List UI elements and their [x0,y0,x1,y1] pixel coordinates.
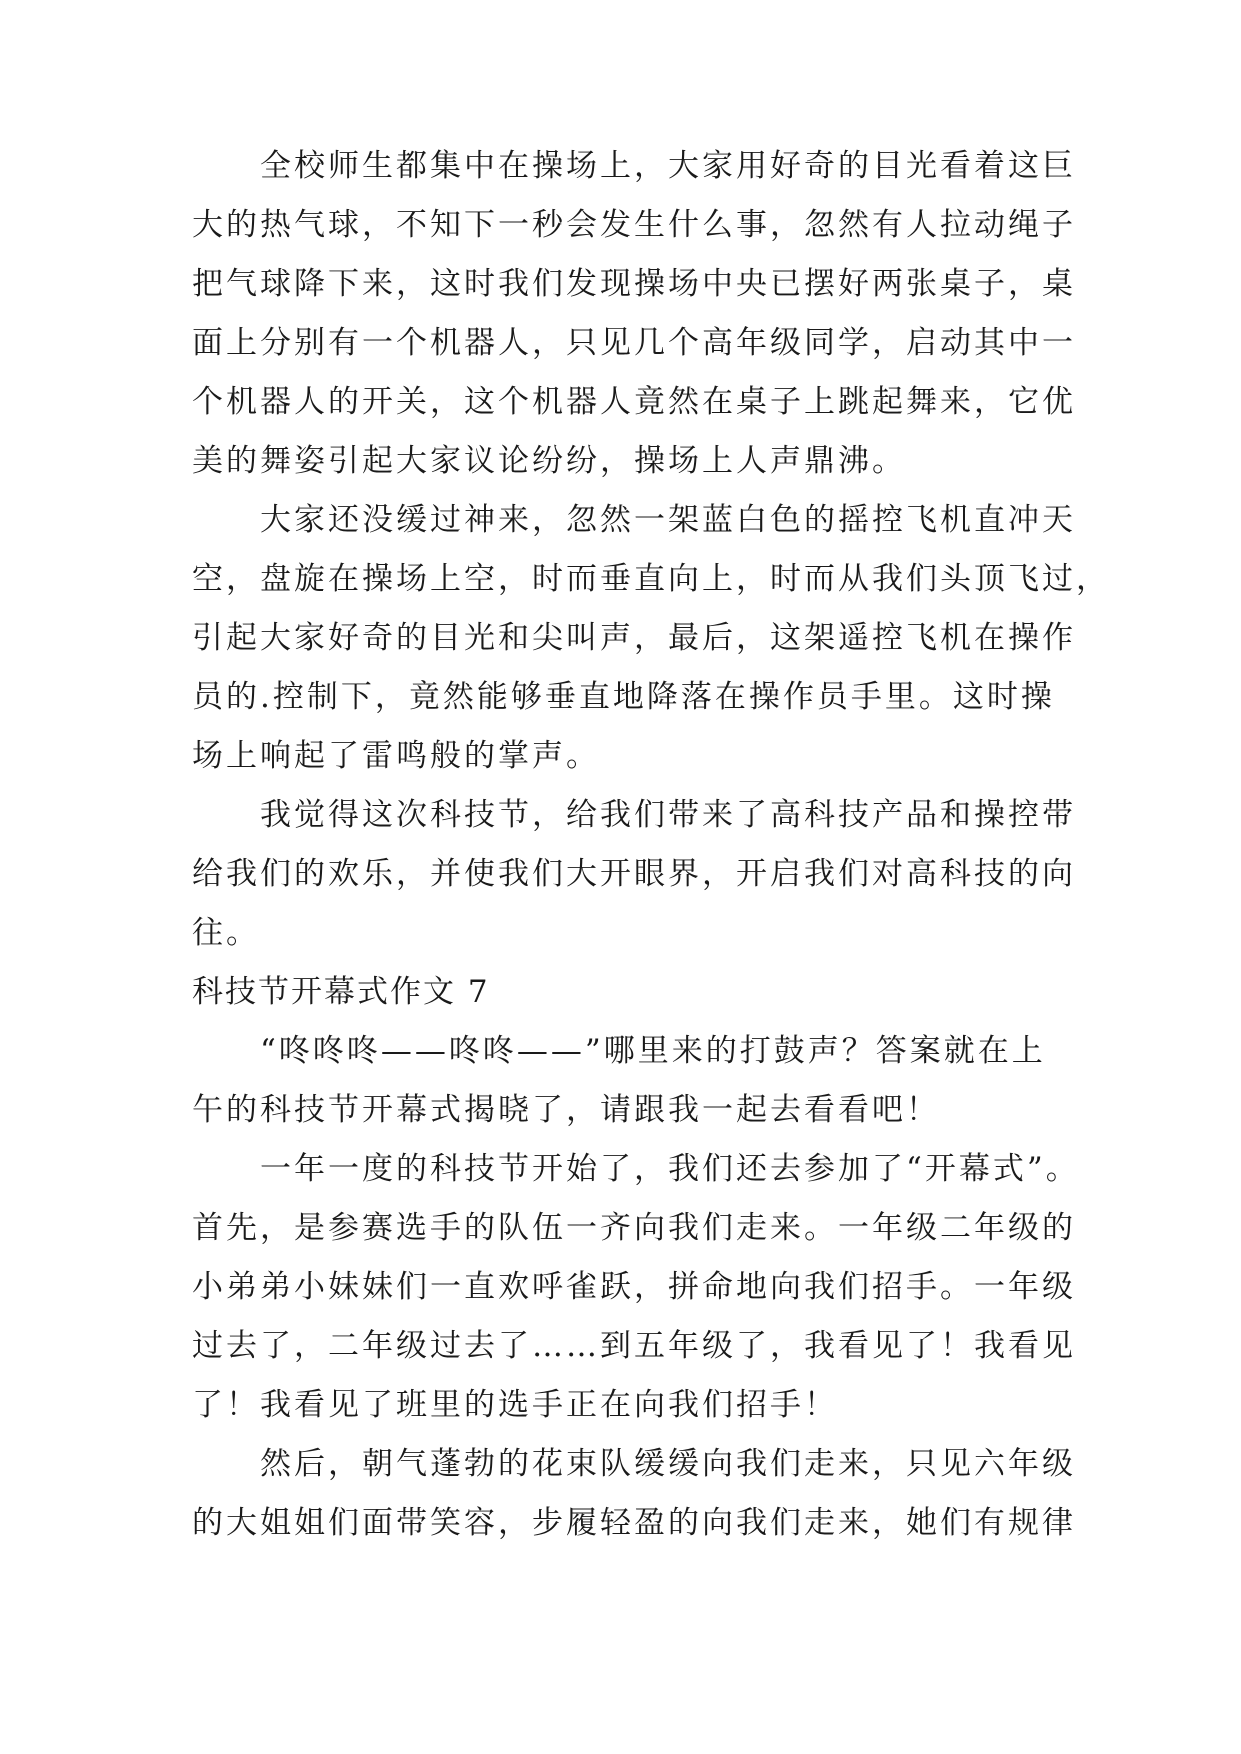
paragraph-line: 我觉得这次科技节，给我们带来了高科技产品和操控带 [192,797,1076,833]
paragraph-line: 引起大家好奇的目光和尖叫声，最后，这架遥控飞机在操作 [192,620,1076,656]
paragraph-line: 空，盘旋在操场上空，时而垂直向上，时而从我们头顶飞过， [192,561,1110,597]
section-heading: 科技节开幕式作文 7 [192,974,490,1010]
paragraph-line: 一年一度的科技节开始了，我们还去参加了“开幕式”。 [192,1151,1080,1187]
paragraph-line: 全校师生都集中在操场上，大家用好奇的目光看着这巨 [192,148,1076,184]
paragraph-line: 场上响起了雷鸣般的掌声。 [192,738,600,774]
paragraph-line: 把气球降下来，这时我们发现操场中央已摆好两张桌子，桌 [192,266,1076,302]
paragraph-line: 小弟弟小妹妹们一直欢呼雀跃，拼命地向我们招手。一年级 [192,1269,1076,1305]
paragraph-line: 了！我看见了班里的选手正在向我们招手！ [192,1387,838,1423]
paragraph-line: 面上分别有一个机器人，只见几个高年级同学，启动其中一 [192,325,1076,361]
paragraph-line: 过去了，二年级过去了……到五年级了，我看见了！我看见 [192,1328,1076,1364]
paragraph-line: 个机器人的开关，这个机器人竟然在桌子上跳起舞来，它优 [192,384,1076,420]
paragraph-line: 然后，朝气蓬勃的花束队缓缓向我们走来，只见六年级 [192,1446,1076,1482]
paragraph-line: 首先，是参赛选手的队伍一齐向我们走来。一年级二年级的 [192,1210,1076,1246]
paragraph-line: 员的.控制下，竟然能够垂直地降落在操作员手里。这时操 [192,679,1055,715]
paragraph-line: 给我们的欢乐，并使我们大开眼界，开启我们对高科技的向 [192,856,1076,892]
paragraph-line: 大家还没缓过神来，忽然一架蓝白色的摇控飞机直冲天 [192,502,1076,538]
paragraph-line: “咚咚咚——咚咚——”哪里来的打鼓声？答案就在上 [192,1033,1046,1069]
paragraph-line: 大的热气球，不知下一秒会发生什么事，忽然有人拉动绳子 [192,207,1076,243]
paragraph-line: 午的科技节开幕式揭晓了，请跟我一起去看看吧！ [192,1092,940,1128]
paragraph-line: 往。 [192,915,260,951]
paragraph-line: 的大姐姐们面带笑容，步履轻盈的向我们走来，她们有规律 [192,1505,1076,1541]
paragraph-line: 美的舞姿引起大家议论纷纷，操场上人声鼎沸。 [192,443,906,479]
